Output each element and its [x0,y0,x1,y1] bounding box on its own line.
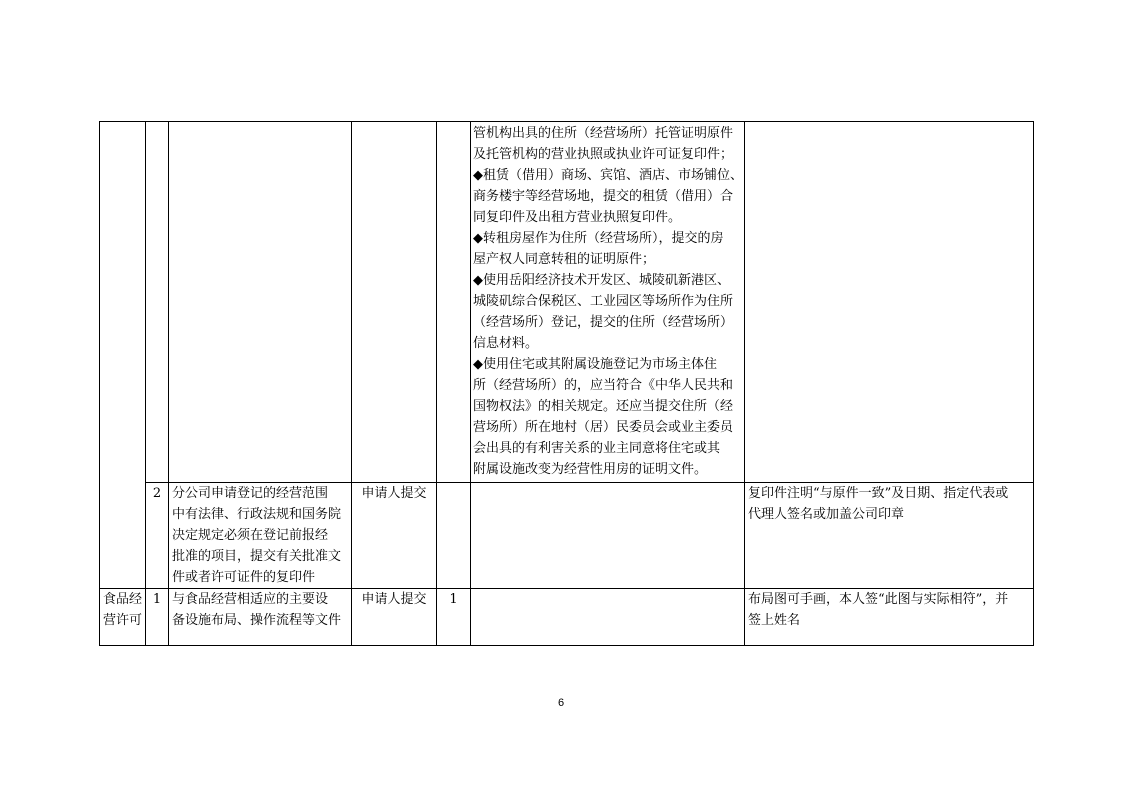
requirement-line: ◆使用住宅或其附属设施登记为市场主体住 [473,357,717,372]
requirement-line: 会出具的有利害关系的业主同意将住宅或其 [473,441,721,456]
material-line: 件或者许可证件的复印件 [172,570,316,585]
note-line: 布局图可手画，本人签“此图与实际相符”，并 [748,592,1009,607]
requirement-line: 屋产权人同意转租的证明原件； [473,252,656,267]
material-line: 备设施布局、操作流程等文件 [172,613,342,628]
index-cell: 2 [146,483,169,589]
provider-cell [352,122,437,483]
table-row [100,483,1034,589]
requirement-line: 附属设施改变为经营性用房的证明文件。 [473,462,708,477]
requirement-line: 营场所）所在地村（居）民委员会或业主委员 [473,420,734,435]
provider-cell: 申请人提交 [352,483,437,589]
materials-table [99,121,1034,646]
requirement-line: ◆使用岳阳经济技术开发区、城陵矶新港区、 [473,273,730,288]
copies-cell: 1 [437,589,471,646]
requirement-line: 同复印件及出租方营业执照复印件。 [473,210,682,225]
notes-cell [745,483,1034,589]
requirement-line: （经营场所）登记，提交的住所（经营场所） [473,315,734,330]
requirement-line: 城陵矶综合保税区、工业园区等场所作为住所 [473,294,734,309]
provider-cell: 申请人提交 [352,589,437,646]
requirement-line: ◆转租房屋作为住所（经营场所），提交的房 [473,231,724,246]
requirement-line: ◆租赁（借用）商场、宾馆、酒店、市场铺位、 [473,168,743,183]
requirement-line: 管机构出具的住所（经营场所）托管证明原件 [473,126,734,141]
requirements-cell [471,122,745,483]
page-number: 6 [557,697,565,709]
table-row [100,122,1034,483]
material-line: 批准的项目，提交有关批准文 [172,549,342,564]
requirement-line: 信息材料。 [473,336,539,351]
material-line: 中有法律、行政法规和国务院 [172,507,342,522]
index-cell: 1 [146,589,169,646]
requirements-cell [471,589,745,646]
category-line: 营许可 [103,613,143,628]
material-line: 分公司申请登记的经营范围 [172,486,329,501]
requirement-line: 商务楼宇等经营场地，提交的租赁（借用）合 [473,189,734,204]
note-line: 代理人签名或加盖公司印章 [748,507,905,522]
notes-cell [745,589,1034,646]
category-line: 食品经 [103,592,143,607]
material-cell [169,122,352,483]
requirement-line: 国物权法》的相关规定。还应当提交住所（经 [473,399,734,414]
material-line: 决定规定必须在登记前报经 [172,528,329,543]
copies-cell [437,483,471,589]
table-row [100,589,1034,646]
category-cell [100,122,146,589]
requirement-line: 及托管机构的营业执照或执业许可证复印件； [473,147,734,162]
index-cell [146,122,169,483]
note-line: 签上姓名 [748,613,801,628]
requirements-cell [471,483,745,589]
note-line: 复印件注明“与原件一致”及日期、指定代表或 [748,486,1009,501]
requirement-line: 所（经营场所）的，应当符合《中华人民共和 [473,378,734,393]
material-line: 与食品经营相适应的主要设 [172,592,329,607]
copies-cell [437,122,471,483]
material-cell [169,589,352,646]
material-cell [169,483,352,589]
notes-cell [745,122,1034,483]
category-cell [100,589,146,646]
